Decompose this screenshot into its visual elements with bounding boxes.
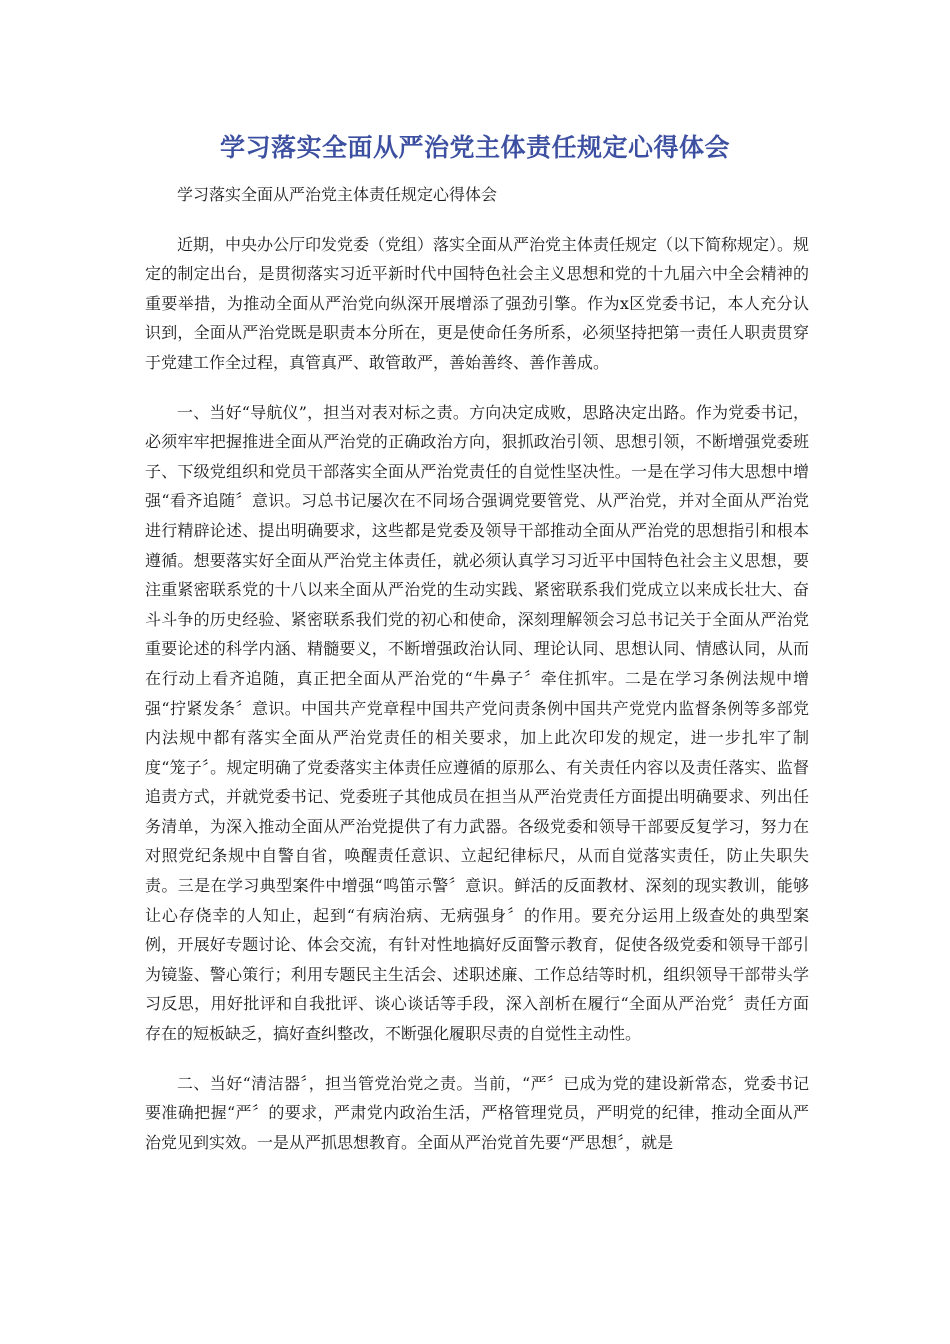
paragraph-section-two: 二、当好“清洁器〞，担当管党治党之责。当前，“严〞已成为党的建设新常态，党委书记要准确把握“严〞的要求，严肃党内政治生活，严格管理党员，严明党的纪律，推动全面从严治党见到实效。一是从严抓思想教育。全面从严治党首先要“严思想〞，就是 [145,1073,809,1152]
document-subtitle: 学习落实全面从严治党主体责任规定心得体会 [177,185,498,204]
document-title: 学习落实全面从严治党主体责任规定心得体会 [219,133,730,162]
document-body [145,180,809,1177]
paragraph-intro: 近期，中央办公厅印发党委（党组）落实全面从严治党主体责任规定（以下简称规定）。规定的制定出台，是贯彻落实习近平新时代中国特色社会主义思想和党的十九届六中全会精神的重要举措，为推动全面从严治党向纵深开展增添了强劲引擎。作为x区党委书记，本人充分认识到，全面从严治党既是职责本分所在，更是使命任务所系，必须坚持把第一责任人职责贯穿于党建工作全过程，真管真严、敢管敢严，善始善终、善作善成。 [145,234,810,372]
paragraph-section-one: 一、当好“导航仪”，担当对表对标之责。方向决定成败，思路决定出路。作为党委书记，必须牢牢把握推进全面从严治党的正确政治方向，狠抓政治引领、思想引领，不断增强党委班子、下级党组织和党员干部落实全面从严治党责任的自觉性坚决性。一是在学习伟大思想中增强“看齐追随〞意识。习总书记屡次在不同场合强调党要管党、从严治党，并对全面从严治党进行精辟论述、提出明确要求，这些都是党委及领导干部推动全面从严治党的思想指引和根本遵循。想要落实好全面从严治党主体责任，就必须认真学习习近平中国特色社会主义思想，要注重紧密联系党的十八以来全面从严治党的生动实践、紧密联系我们党成立以来成长壮大、奋斗斗争的历史经验、紧密联系我们党的初心和使命，深刻理解领会习总书记关于全面从严治党重要论述的科学内涵、精髓要义，不断增强政治认同、理论认同、思想认同、情感认同，从而在行动上看齐追随，真正把全面从严治党的“牛鼻子〞牵住抓牢。二是在学习条例法规中增强“拧紧发条〞意识。中国共产党章程中国共产党问责条例中国共产党党内监督条例等多部党内法规中都有落实全面从严治党责任的相关要求，加上此次印发的规定，进一步扎牢了制度“笼子〞。规定明确了党委落实主体责任应遵循的原那么、有关责任内容以及责任落实、监督追责方式，并就党委书记、党委班子其他成员在担当从严治党责任方面提出明确要求、列出任务清单，为深入推动全面从严治党提供了有力武器。各级党委和领导干部要反复学习，努力在对照党纪条规中自警自省，唤醒责任意识、立起纪律标尺，从而自觉落实责任，防止失职失责。三是在学习典型案件中增强“鸣笛示警〞意识。鲜活的反面教材、深刻的现实教训，能够让心存侥幸的人知止，起到“有病治病、无病强身〞的作用。要充分运用上级查处的典型案例，开展好专题讨论、体会交流，有针对性地搞好反面警示教育，促使各级党委和领导干部引为镜鉴、警心策行；利用专题民主生活会、述职述廉、工作总结等时机，组织领导干部带头学习反思，用好批评和自我批评、谈心谈话等手段，深入剖析在履行“全面从严治党〞责任方面存在的短板缺乏，搞好查纠整改，不断强化履职尽责的自觉性主动性。 [145,402,809,1044]
